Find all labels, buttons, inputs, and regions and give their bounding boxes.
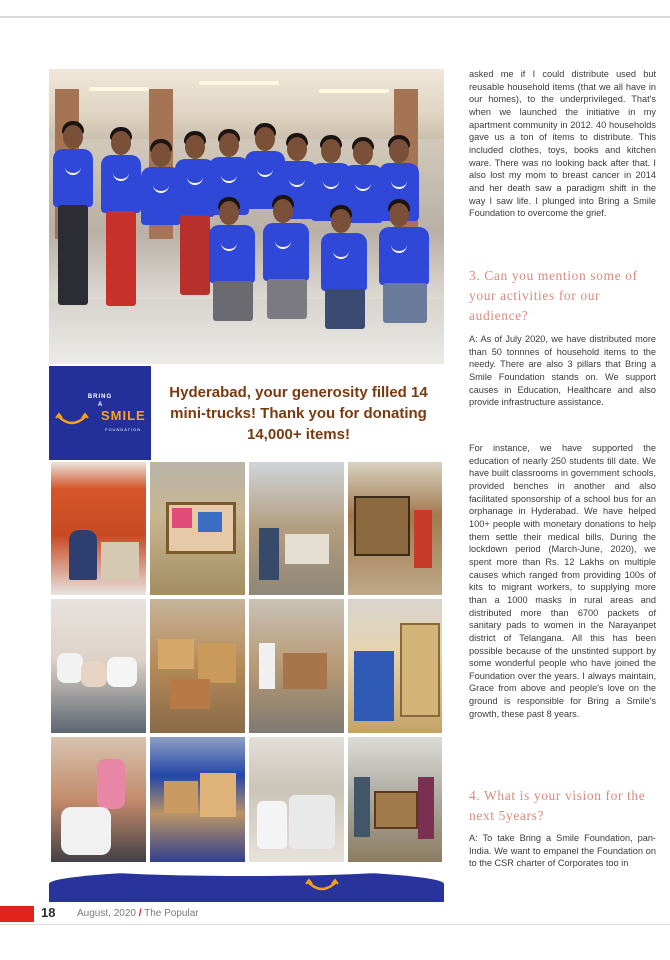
footer-magazine: The Popular <box>144 908 199 919</box>
page-number: 18 <box>41 905 56 920</box>
article-paragraph-answer-4 <box>469 832 656 870</box>
banner-message: Hyderabad, your generosity filled 14 mini-trucks! Thank you for donating 14,000+ items! <box>169 384 428 443</box>
paragraph-text: A: To take Bring a Smile Foundation, pan-India. We want to empanel the Foundation on to the CSR charter of Corporates too in <box>469 833 656 869</box>
footer-publication <box>77 908 199 919</box>
collage-photo-sorting <box>249 599 344 733</box>
footer-red-bar <box>0 906 34 922</box>
mall-ceiling <box>49 69 444 139</box>
question-4-heading: 4. What is your vision for the next 5years? <box>469 788 646 823</box>
collage-photo-handcart <box>348 737 442 865</box>
article-paragraph-instance <box>469 442 656 720</box>
top-rule <box>0 16 670 18</box>
logo-bring-text: BRING <box>87 394 113 400</box>
collage-photo-loaded-rickshaw <box>348 462 442 595</box>
paragraph-text: A: As of July 2020, we have distributed more than 50 tonnnes of household items to the needy. There are also 3 pillars that Bring a Smile Foundation stands on. We support causes in Education, Healthcare and also provide infrastructure assistance. <box>469 334 656 408</box>
paragraph-text: asked me if I could distribute used but reusable household items (that we all have in our homes), to the underprivileged. That's when we launched the initiative in my apartment community in 2012. 40 households gave us a ton of items to distribute. This included clothes, toys, books and kitchen ware. There was no looking back after that. I also lost my mom to breast cancer in 2014 and her death saw a paradigm shift in the way I saw life. I plunged into Bring a Smile Foundation to overcome the grief. <box>469 69 656 219</box>
footer-rule <box>0 924 670 925</box>
logo-smile-text: SMILE <box>101 408 146 423</box>
collage-photo-child <box>51 737 146 865</box>
collage-photo-truck <box>51 462 146 595</box>
donation-photo-collage <box>49 460 444 900</box>
collage-photo-shelf <box>348 599 442 733</box>
collage-photo-volunteers <box>249 462 344 595</box>
paragraph-text: For instance, we have supported the education of nearly 250 students till date. We have built classrooms in government schools, provided benches in another and also facilitated sponsorship of a school bus for an orphanage in Hyderabad. We have helped 100+ people with monetary donations to help them settle their medical bills. During the lockdown period (March-June, 2020), we spent more than Rs. 12 Lakhs on multiple causes which ranged from providing 100s of kits to migrant workers, to supplying more than a 1000 masks in rural areas and distributed more than 6700 packets of sanitary pads to women in the Narayanpet district of Telangana. All this has been possible because of the unstinted support by some wonderful people who have joined the Foundation over the years. I always maintain, Grace from above and people's love on the ground is responsible for Bring a Smile's growth, these past 8 years. <box>469 443 656 719</box>
volunteer-group-photo <box>49 69 444 364</box>
bring-a-smile-logo <box>49 366 151 460</box>
collage-photo-packs <box>249 737 344 865</box>
article-paragraph-answer-3 <box>469 333 656 409</box>
logo-foundation-text: FOUNDATION <box>105 427 142 432</box>
smile-swoosh-icon <box>305 878 339 894</box>
collage-photo-cartons <box>150 599 245 733</box>
footer-slash: / <box>138 908 142 919</box>
collage-photo-cart <box>150 462 245 595</box>
collage-photo-truck-bed <box>150 737 245 865</box>
question-3-heading: 3. Can you mention some of your activities for our audience? <box>469 268 638 323</box>
smile-swoosh-icon <box>55 412 89 428</box>
footer-date: August, 2020 <box>77 908 136 919</box>
logo-a-text: A <box>97 402 103 408</box>
donation-banner <box>49 366 444 460</box>
collage-photo-bags <box>51 599 146 733</box>
article-paragraph-intro <box>469 68 656 220</box>
